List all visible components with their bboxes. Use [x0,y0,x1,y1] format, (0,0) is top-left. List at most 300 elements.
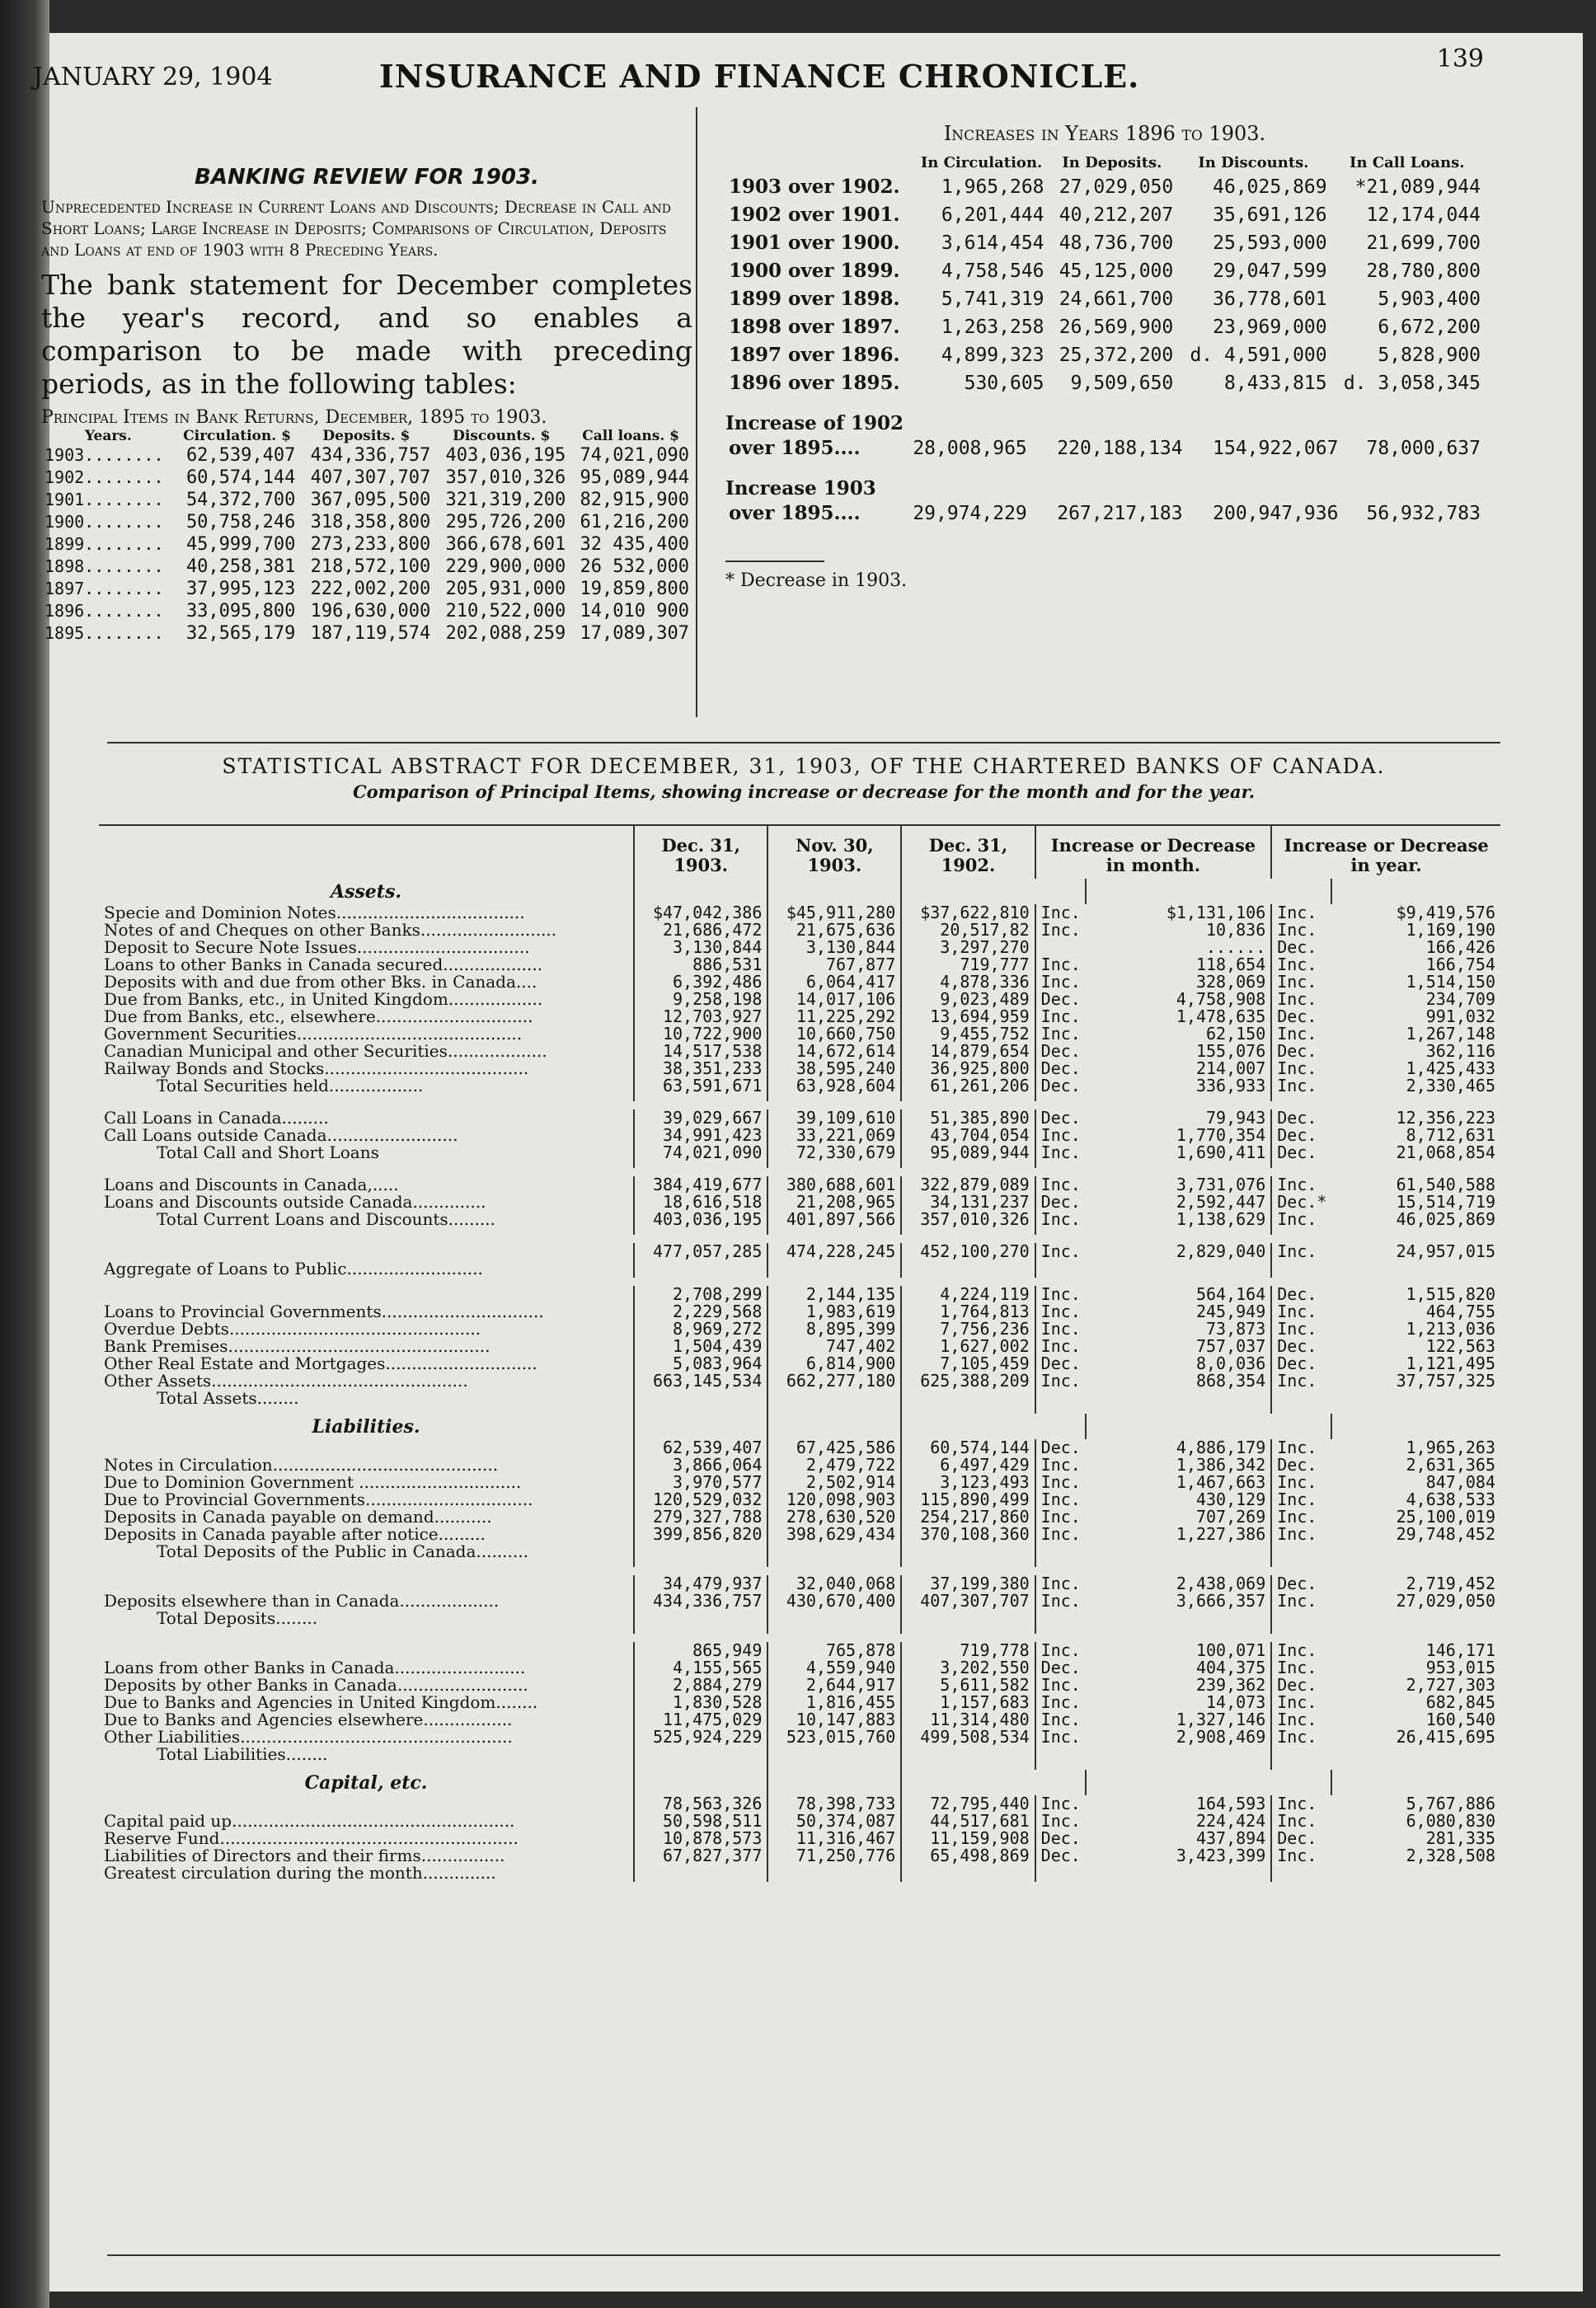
dec-1902-cell: 43,704,054 [901,1127,1035,1144]
month-change-kind: Inc. [1035,1176,1086,1194]
nov-1903-cell: 11,316,467 [767,1830,901,1847]
value-cell: 205,931,000 [445,579,566,599]
year-change-value: 146,171 [1425,1640,1495,1660]
dec-1902-cell: 13,694,959 [901,1008,1035,1025]
year-change-kind: Dec. [1271,1127,1331,1144]
dec-1902-cell: 1,627,002 [901,1338,1035,1355]
month-change-value: 1,690,411 [1176,1142,1266,1162]
table-row [99,1008,1500,1025]
nov-1903-cell: 21,208,965 [767,1194,901,1211]
value-cell: 54,372,700 [185,490,296,510]
year-change-value: 1,213,036 [1406,1319,1495,1339]
month-change-value: 437,894 [1195,1828,1266,1848]
year-change-value [1331,1260,1500,1278]
year-cell: 1898........ [45,556,164,576]
dec-1902-cell: 115,890,499 [901,1491,1035,1508]
dec-1903-cell: 14,517,538 [634,1043,767,1060]
month-change-value: 245,949 [1195,1302,1266,1321]
dec-1903-cell: 3,866,064 [634,1457,767,1474]
dec-1902-cell: 3,297,270 [901,939,1035,956]
month-change-value: 79,943 [1206,1108,1266,1128]
table-row [99,991,1500,1008]
dec-1902-cell: $37,622,810 [901,904,1035,922]
nov-1903-cell: 1,983,619 [767,1303,901,1321]
value-cell: 62,539,407 [185,445,296,466]
month-change-value [1086,1865,1271,1882]
month-change-value: 100,071 [1195,1640,1266,1660]
year-change-kind: Inc. [1271,1711,1331,1729]
summary-table [725,500,1484,528]
table-row [41,622,692,645]
month-change-kind: Inc. [1035,904,1086,922]
section-heading: Liabilities. [312,1416,420,1438]
nov-1903-cell [767,1260,901,1278]
year-change-value: 362,116 [1425,1041,1495,1061]
value-cell: 32 435,400 [580,534,689,555]
row-label: Due to Banks and Agencies in United Kingdom........ [104,1692,538,1712]
dec-1902-cell: 14,879,654 [901,1043,1035,1060]
row-label: Deposits in Canada payable after notice......... [104,1524,486,1544]
nov-1903-cell [767,1865,901,1882]
empty-cell [1086,1414,1271,1439]
dec-1902-cell: 1,764,813 [901,1303,1035,1321]
table-row [725,341,1484,369]
value-cell: 29,047,599 [1213,260,1327,282]
dec-1903-cell [634,1260,767,1278]
dec-1903-cell: 403,036,195 [634,1211,767,1235]
table-row [725,173,1484,201]
empty-cell [1086,879,1271,904]
month-change-kind: Dec. [1035,1077,1086,1101]
month-change-kind: Inc. [1035,1508,1086,1526]
year-change-kind: Inc. [1271,1659,1331,1677]
month-change-kind: Inc. [1035,1642,1086,1659]
dec-1903-cell: 2,708,299 [634,1286,767,1303]
month-change-value: 404,375 [1195,1658,1266,1677]
dec-1902-cell: 72,795,440 [901,1795,1035,1813]
empty-cell [1271,1770,1331,1795]
footnote: * Decrease in 1903. [725,561,824,591]
value-cell: 318,358,800 [310,512,431,532]
row-label: Other Assets................................................. [104,1371,468,1391]
year-change-kind [1271,1390,1331,1414]
value-cell: 29,974,229 [913,503,1027,524]
column-header: In Deposits. [1062,154,1162,171]
row-label: Call Loans outside Canada......................... [104,1125,458,1145]
year-change-value: 2,328,508 [1406,1846,1495,1865]
value-cell: 28,780,800 [1366,260,1481,282]
month-change-value: 4,758,908 [1176,989,1266,1009]
row-label: Greatest circulation during the month.............. [104,1863,496,1883]
row-label: Reserve Fund......................................................... [104,1828,519,1848]
year-change-value: 160,540 [1425,1710,1495,1729]
dec-1903-cell: 10,722,900 [634,1025,767,1043]
year-change-value: 234,709 [1425,989,1495,1009]
row-label: Total Liabilities........ [157,1744,328,1764]
table-row [99,1211,1500,1235]
year-change-value: 5,767,886 [1406,1794,1495,1813]
table-row [99,1847,1500,1865]
value-cell: 5,828,900 [1378,345,1481,366]
dec-1902-cell: 625,388,209 [901,1372,1035,1390]
year-change-kind: Dec.* [1271,1194,1331,1211]
table-row [99,1770,1500,1795]
table-row [99,1372,1500,1390]
dec-1903-cell: 8,969,272 [634,1321,767,1338]
table-row [99,1390,1500,1414]
row-label [99,1642,634,1659]
empty-cell [1035,1414,1086,1439]
section-heading: Capital, etc. [304,1772,428,1794]
year-change-kind: Dec. [1271,1355,1331,1372]
year-change-kind: Dec. [1271,1338,1331,1355]
table-row [99,1243,1500,1260]
empty-cell [901,1414,1035,1439]
table-row [41,444,692,467]
year-change-kind: Inc. [1271,1372,1331,1390]
month-change-value: 2,908,469 [1176,1727,1266,1747]
value-cell: 4,899,323 [941,345,1044,366]
increases-title: Increases in Years 1896 to 1903. [943,122,1266,145]
value-cell: 295,726,200 [445,512,566,532]
row-label: Loans to Provincial Governments............................... [104,1302,544,1321]
year-cell: 1896........ [45,601,164,621]
row-label: 1898 over 1897. [729,316,900,338]
dec-1902-cell: 36,925,800 [901,1060,1035,1077]
month-change-kind: Inc. [1035,1243,1086,1260]
row-label: Loans and Discounts in Canada,..... [104,1175,399,1194]
year-cell: 1900........ [45,512,164,532]
nov-1903-cell: 430,670,400 [767,1593,901,1610]
nov-1903-cell: 765,878 [767,1642,901,1659]
table-row [99,939,1500,956]
row-label [99,1243,634,1260]
row-label: Due to Banks and Agencies elsewhere................. [104,1710,513,1729]
dec-1902-cell: 3,123,493 [901,1474,1035,1491]
table-row [99,1711,1500,1729]
dec-1903-cell: 18,616,518 [634,1194,767,1211]
table-row [99,879,1500,904]
dec-1903-cell: 74,021,090 [634,1144,767,1168]
month-change-value: ...... [1206,937,1266,957]
dec-1902-cell: 61,261,206 [901,1077,1035,1101]
value-cell: 61,216,200 [580,512,689,532]
year-change-kind: Dec. [1271,1144,1331,1168]
dec-1902-cell: 9,455,752 [901,1025,1035,1043]
value-cell: 367,095,500 [310,490,431,510]
row-label: 1899 over 1898. [729,288,900,310]
year-change-value [1331,1390,1500,1414]
dec-1903-cell: 1,830,528 [634,1694,767,1711]
row-label: 1903 over 1902. [729,176,900,198]
month-change-kind: Dec. [1035,1109,1086,1127]
month-change-value [1086,1746,1271,1770]
dec-1903-cell: 434,336,757 [634,1593,767,1610]
value-cell: 229,900,000 [445,556,566,577]
dec-1902-cell: 452,100,270 [901,1243,1035,1260]
empty-cell [1331,1770,1500,1795]
nov-1903-cell: 747,402 [767,1338,901,1355]
value-cell: 12,174,044 [1366,204,1481,226]
year-change-value: 4,638,533 [1406,1489,1495,1509]
dec-1902-cell: 44,517,681 [901,1813,1035,1830]
year-change-value [1331,1610,1500,1634]
month-change-kind: Dec. [1035,1847,1086,1865]
month-change-value: 14,073 [1206,1692,1266,1712]
empty-cell [634,1414,767,1439]
month-change-value: $1,131,106 [1166,903,1266,922]
dec-1903-cell: 63,591,671 [634,1077,767,1101]
year-change-kind: Dec. [1271,1457,1331,1474]
year-change-value: 29,748,452 [1396,1524,1495,1544]
nov-1903-cell: 2,479,722 [767,1457,901,1474]
dec-1903-cell: 865,949 [634,1642,767,1659]
nov-1903-cell [767,1390,901,1414]
value-cell: 56,932,783 [1366,503,1481,524]
summary-label: Increase 1903 [725,477,876,500]
nov-1903-cell: 120,098,903 [767,1491,901,1508]
month-change-kind: Inc. [1035,1694,1086,1711]
year-change-value: 6,080,830 [1406,1811,1495,1831]
month-change-value: 1,467,663 [1176,1472,1266,1492]
nov-1903-cell: 6,814,900 [767,1355,901,1372]
empty-cell [634,879,767,904]
dec-1903-cell [634,1610,767,1634]
year-change-value [1331,1865,1500,1882]
empty-cell [767,1770,901,1795]
table-row [725,285,1484,313]
year-change-kind: Dec. [1271,1575,1331,1593]
nov-1903-cell [767,1746,901,1770]
month-change-value: 2,438,069 [1176,1574,1266,1593]
nov-1903-cell: 14,672,614 [767,1043,901,1060]
value-cell: 210,522,000 [445,601,566,622]
table-row [41,533,692,556]
column-header: Circulation. $ [183,428,291,444]
year-change-value: 1,965,263 [1406,1438,1495,1457]
month-change-value: 430,129 [1195,1489,1266,1509]
month-change-kind [1035,1260,1086,1278]
value-cell: 48,736,700 [1059,232,1174,254]
value-cell: 26 532,000 [580,556,689,577]
value-cell: 196,630,000 [310,601,431,622]
year-change-value: 37,757,325 [1396,1371,1495,1391]
year-change-kind: Inc. [1271,1211,1331,1235]
column-header: In Discounts. [1198,154,1309,171]
month-change-kind: Dec. [1035,1355,1086,1372]
value-cell: 5,903,400 [1378,288,1481,310]
year-change-kind: Inc. [1271,1060,1331,1077]
year-change-kind: Inc. [1271,1508,1331,1526]
empty-cell [634,1770,767,1795]
table-row [725,313,1484,341]
dec-1902-cell: 254,217,860 [901,1508,1035,1526]
empty-cell [1331,879,1500,904]
year-change-kind: Inc. [1271,1474,1331,1491]
month-change-kind: Inc. [1035,1677,1086,1694]
value-cell: 36,778,601 [1213,288,1327,310]
year-change-kind: Inc. [1271,1526,1331,1543]
month-change-kind: Dec. [1035,1043,1086,1060]
dec-1903-cell: 886,531 [634,956,767,973]
table-row [99,1439,1500,1457]
dec-1903-cell: 3,970,577 [634,1474,767,1491]
row-label: over 1895.... [729,437,861,459]
month-change-kind: Dec. [1035,1659,1086,1677]
value-cell: 46,025,869 [1213,176,1327,198]
row-label: Deposit to Secure Note Issues................................. [104,937,530,957]
month-change-kind: Dec. [1035,1439,1086,1457]
year-change-value: 46,025,869 [1396,1209,1495,1229]
table-row [99,1303,1500,1321]
dec-1902-cell: 1,157,683 [901,1694,1035,1711]
nov-1903-cell: 78,398,733 [767,1795,901,1813]
row-label: Total Deposits of the Public in Canada.......... [157,1541,528,1561]
table-row [99,1474,1500,1491]
month-change-value: 1,327,146 [1176,1710,1266,1729]
month-change-kind: Inc. [1035,1286,1086,1303]
year-change-value: 2,727,303 [1406,1675,1495,1695]
dec-1902-cell: 370,108,360 [901,1526,1035,1543]
row-label: Government Securities........................................... [104,1024,523,1044]
table-row [725,369,1484,397]
empty-cell [1271,1414,1331,1439]
month-change-kind: Inc. [1035,1491,1086,1508]
empty-cell [901,1770,1035,1795]
dec-1903-cell: 1,504,439 [634,1338,767,1355]
dec-1902-cell: 9,023,489 [901,991,1035,1008]
year-change-value: 2,330,465 [1406,1076,1495,1095]
row-label: Notes of and Cheques on other Banks.......................... [104,920,557,940]
table-title: Principal Items in Bank Returns, December, 1895 to 1903. [41,407,547,428]
year-change-value: 2,631,365 [1406,1455,1495,1475]
dec-1903-cell: 67,827,377 [634,1847,767,1865]
table-row [99,1575,1500,1593]
month-change-kind [1035,1610,1086,1634]
month-change-kind: Inc. [1035,1303,1086,1321]
column-header: Dec. 31, 1903. [634,825,767,879]
year-change-kind: Inc. [1271,1439,1331,1457]
value-cell: 74,021,090 [580,445,689,466]
year-change-kind: Inc. [1271,1729,1331,1746]
table-row [99,956,1500,973]
year-change-kind: Inc. [1271,1321,1331,1338]
nov-1903-cell: 380,688,601 [767,1176,901,1194]
column-header: In Call Loans. [1350,154,1465,171]
table-row [99,1194,1500,1211]
year-change-value: 464,755 [1425,1302,1495,1321]
table-row [99,1642,1500,1659]
value-cell: 40,258,381 [185,556,296,577]
table-row [41,467,692,489]
month-change-kind [1035,1865,1086,1882]
month-change-value: 2,592,447 [1176,1192,1266,1212]
value-cell: 50,758,246 [185,512,296,532]
year-change-value: 2,719,452 [1406,1574,1495,1593]
table-row [41,489,692,511]
year-change-kind [1271,1865,1331,1882]
value-cell: 200,947,936 [1213,503,1339,524]
value-cell: 35,691,126 [1213,204,1327,226]
table-row [41,578,692,600]
table-row [99,922,1500,939]
dec-1902-cell: 5,611,582 [901,1677,1035,1694]
year-change-value: 166,754 [1425,955,1495,974]
month-change-kind: Inc. [1035,1729,1086,1746]
value-cell: 9,509,650 [1070,373,1174,394]
value-cell: 3,614,454 [941,232,1044,254]
abstract-subtitle: Comparison of Principal Items, showing increase or decrease for the month and for the year. [352,781,1256,802]
year-cell: 1901........ [45,490,164,509]
dec-1902-cell [901,1746,1035,1770]
row-label: Total Call and Short Loans [157,1142,379,1162]
nov-1903-cell: 401,897,566 [767,1211,901,1235]
table-row [725,201,1484,229]
table-row [99,1127,1500,1144]
year-change-kind: Inc. [1271,922,1331,939]
value-cell: 6,672,200 [1378,317,1481,338]
month-change-kind [1035,939,1086,956]
row-label: 1902 over 1901. [729,204,900,226]
value-cell: 267,217,183 [1057,503,1183,524]
banking-review-article [41,124,692,645]
row-label: 1896 over 1895. [729,372,900,394]
abstract-title: STATISTICAL ABSTRACT FOR DECEMBER, 31, 1903, OF THE CHARTERED BANKS OF CANADA. [222,754,1386,778]
row-label: Loans and Discounts outside Canada.............. [104,1192,486,1212]
column-header: Call loans. $ [582,428,679,444]
dec-1902-cell: 4,224,119 [901,1286,1035,1303]
dec-1903-cell: 39,029,667 [634,1109,767,1127]
row-label: Capital paid up...................................................... [104,1811,515,1831]
dec-1902-cell: 499,508,534 [901,1729,1035,1746]
dec-1902-cell: 34,131,237 [901,1194,1035,1211]
dec-1903-cell: 399,856,820 [634,1526,767,1543]
month-change-kind: Dec. [1035,991,1086,1008]
dec-1902-cell: 37,199,380 [901,1575,1035,1593]
year-cell: 1895........ [45,623,164,643]
table-row [99,1286,1500,1303]
article-paragraph: The bank statement for December completes the year's record, and so enables a comparison to be made with preceding periods, as in the following tables: [41,269,692,400]
value-cell: 26,569,900 [1059,317,1174,338]
year-cell: 1897........ [45,579,164,598]
value-cell: 45,125,000 [1059,260,1174,282]
dec-1902-cell [901,1865,1035,1882]
dec-1902-cell: 407,307,707 [901,1593,1035,1610]
increases-table [725,153,1484,397]
value-cell: 45,999,700 [185,534,296,555]
year-change-value: 166,426 [1425,937,1495,957]
value-cell: 187,119,574 [310,623,431,644]
page-header [33,41,1484,95]
nov-1903-cell: 72,330,679 [767,1144,901,1168]
value-cell: 25,372,200 [1059,345,1174,366]
year-change-value: 24,957,015 [1396,1241,1495,1261]
year-change-kind: Inc. [1271,1642,1331,1659]
table-row [99,1694,1500,1711]
month-change-value: 164,593 [1195,1794,1266,1813]
value-cell: 357,010,326 [445,467,566,488]
year-change-value: $9,419,576 [1396,903,1495,922]
month-change-value [1086,1260,1271,1278]
dec-1903-cell: 2,884,279 [634,1677,767,1694]
month-change-kind: Dec. [1035,1194,1086,1211]
value-cell: 321,319,200 [445,490,566,510]
year-change-value: 122,563 [1425,1336,1495,1356]
row-label [99,1575,634,1593]
nov-1903-cell: 1,816,455 [767,1694,901,1711]
dec-1903-cell: 9,258,198 [634,991,767,1008]
table-row [99,1795,1500,1813]
